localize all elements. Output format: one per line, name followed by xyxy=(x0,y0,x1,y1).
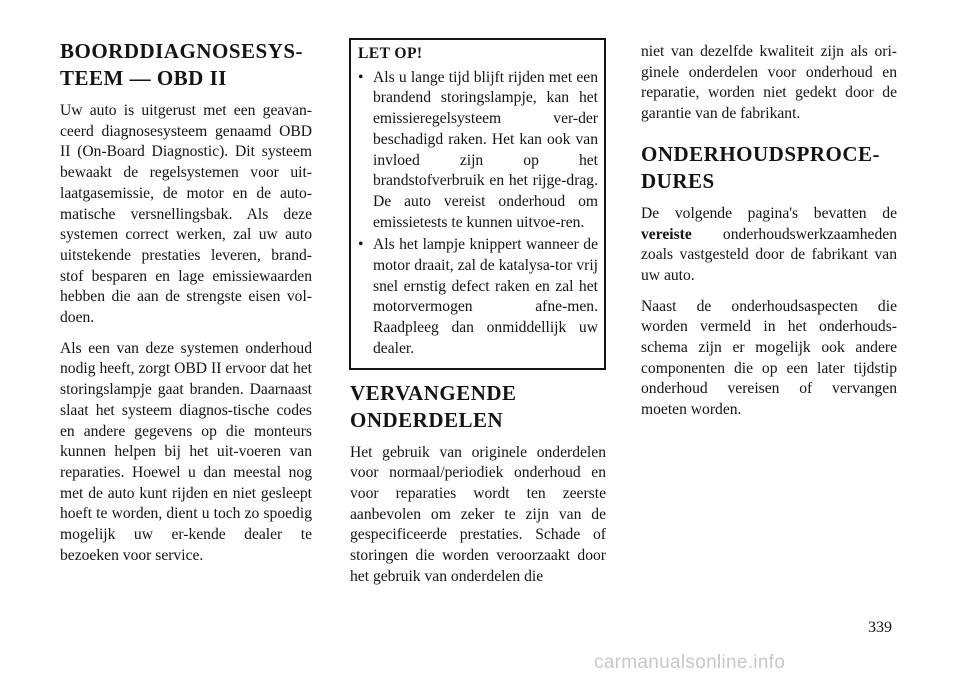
heading-replacement-parts: VERVANGENDE ONDERDELEN xyxy=(350,380,517,432)
paragraph-obd-intro: Uw auto is uitgerust met een geavan-ceerd diagnosesysteem genaamd OBD II (On-Board Diagnostic). Dit systeem bewaakt de regelsystemen voor uit-laatgasemissie, de motor en de auto-matische versnellingsbak. Als deze systemen correct werken, zal uw auto uitstekende prestaties leveren, brand-stof besparen en lage emissiewaarden hebben die aan de strengste eisen vol-doen. xyxy=(60,102,312,327)
paragraph-replacement-parts: Het gebruik van originele onderdelen voor normaal/periodiek onderhoud en voor reparaties wordt ten zeerste aanbevolen om zeker te zijn van de gespecificeerde prestaties. Schade of storingen die worden veroorzaakt door het gebruik van onderdelen die xyxy=(350,443,606,585)
column-middle xyxy=(350,38,606,597)
paragraph-maintenance-other: Naast de onderhoudsaspecten die worden vermeld in het onderhouds-schema zijn er mogelijk ook andere componenten die op een later tijdstip onderhoud vereisen of vervangen moeten worden. xyxy=(641,297,897,419)
caution-title: LET OP! xyxy=(358,45,423,62)
page-number: 339 xyxy=(868,619,892,636)
heading-obd: BOORDDIAGNOSESYS- TEEM — OBD II xyxy=(60,39,304,90)
caution-list xyxy=(358,68,598,360)
watermark: carmanualsonline.info xyxy=(594,652,786,673)
emphasis-required: vereiste xyxy=(641,225,692,243)
caution-item: • Als het lampje knippert wanneer de motor draait, zal de katalysa-tor vrij snel ernstig defect raken en zal het motorvermogen afne-men. Raadpleeg dan onmiddellijk uw dealer. xyxy=(358,235,598,359)
column-left xyxy=(60,38,312,576)
text-span: De volgende pagina's bevatten de xyxy=(641,204,897,222)
column-right xyxy=(641,42,897,431)
paragraph-warranty: niet van dezelfde kwaliteit zijn als ori-ginele onderdelen voor onderhoud en reparatie, worden niet gedekt door de garantie van de fabrikant. xyxy=(641,43,897,123)
caution-box xyxy=(349,38,606,370)
paragraph-obd-service: Als een van deze systemen onderhoud nodig heeft, zorgt OBD II ervoor dat het storingslampje gaat branden. Daarnaast slaat het systeem diagnos-tische codes en andere gegevens op die monteurs kunnen helpen bij het uit-voeren van reparaties. Hoewel u dan meestal nog met de auto kunt rijden en niet gesleept hoeft te worden, dient u toch zo spoedig mogelijk uw er-kende dealer te bezoeken voor service. xyxy=(60,339,312,564)
heading-maintenance-procedures: ONDERHOUDSPROCE- DURES xyxy=(641,141,881,193)
caution-item: • Als u lange tijd blijft rijden met een brandend storingslampje, kan het emissieregelsysteem ver-der beschadigd raken. Het kan ook van invloed zijn op het brandstofverbruik en het rijge-drag. De auto vereist onderhoud om emissietests te kunnen uitvoe-ren. xyxy=(358,68,598,234)
paragraph-maintenance-intro xyxy=(641,204,897,287)
text-span: onderhoudswerkzaamheden zoals vastgesteld door de fabrikant van uw auto. xyxy=(641,225,897,284)
